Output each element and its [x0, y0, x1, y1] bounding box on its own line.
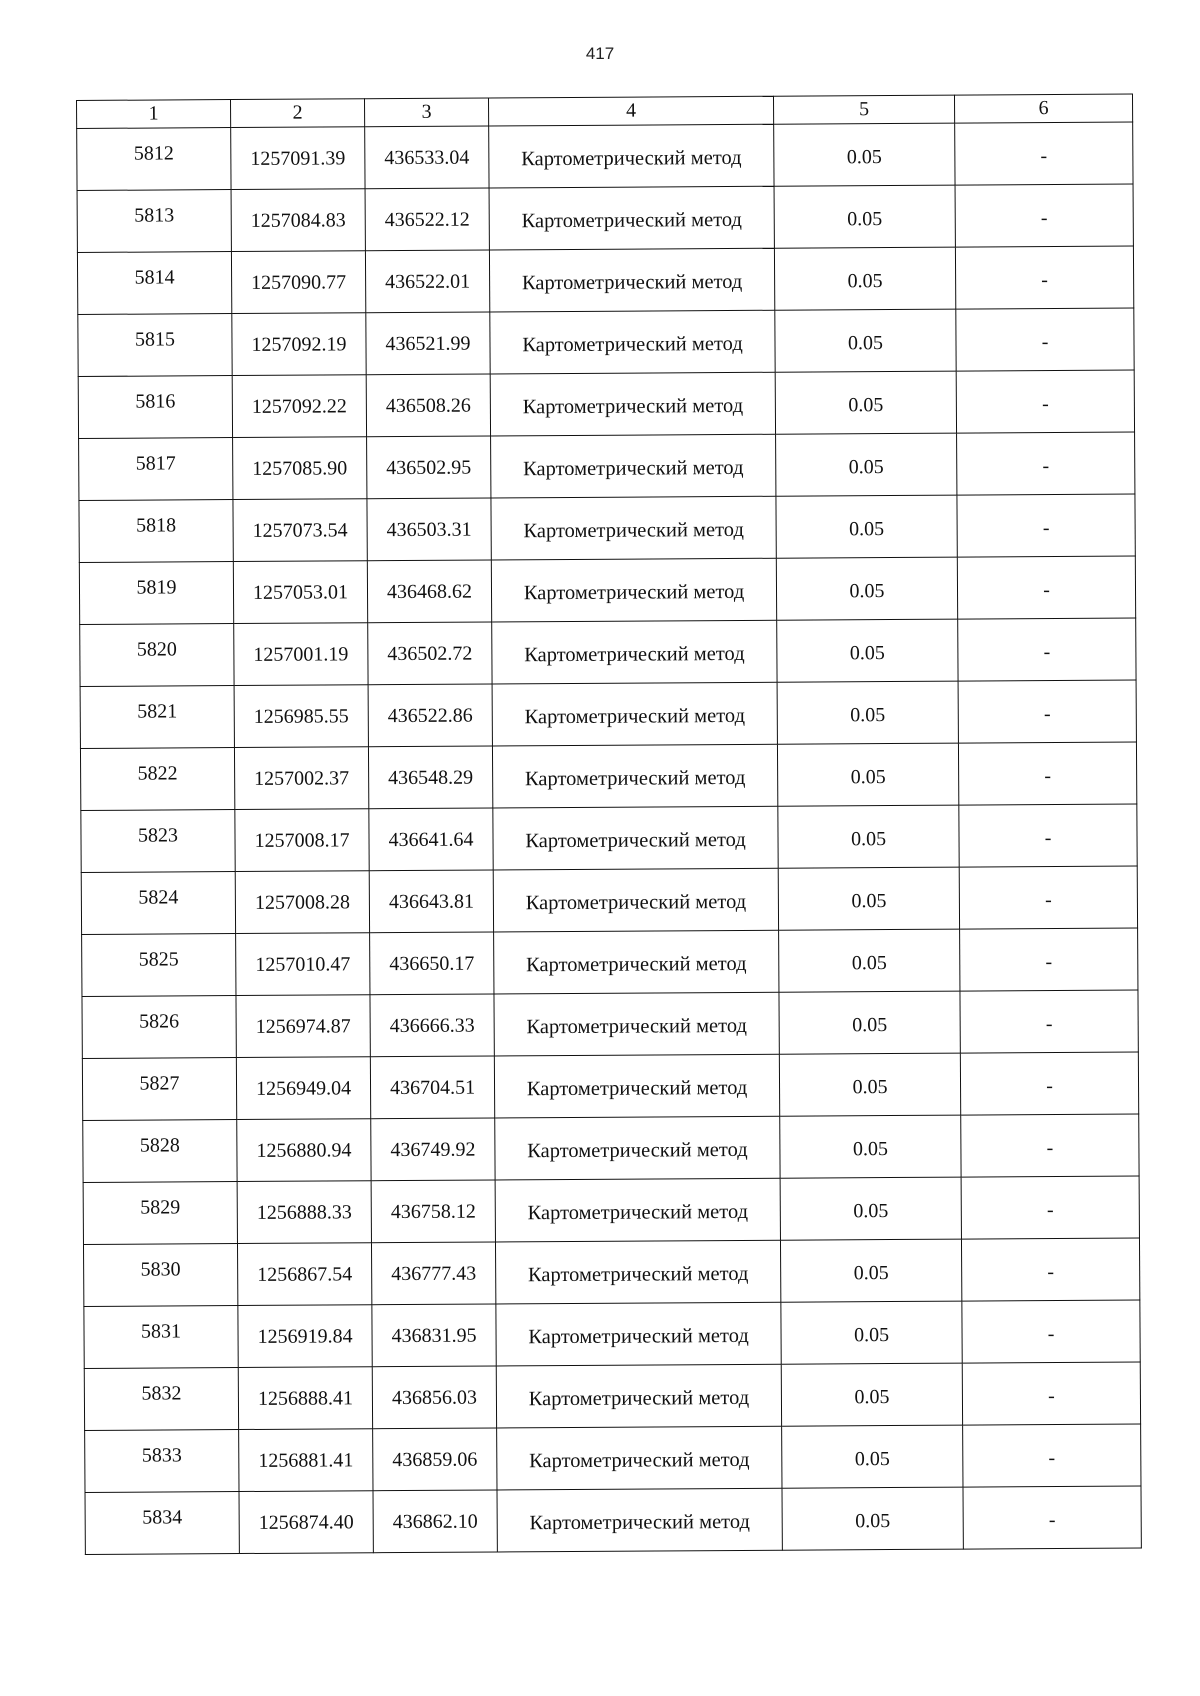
- x-coordinate-cell: 1257008.17: [235, 809, 369, 872]
- accuracy-cell: 0.05: [779, 929, 960, 992]
- method-cell: Картометрический метод: [497, 1426, 782, 1490]
- x-coordinate-cell: 1256888.33: [237, 1181, 371, 1244]
- note-cell: -: [958, 742, 1136, 805]
- y-coordinate-cell: 436749.92: [371, 1118, 495, 1181]
- table-row: [77, 184, 1133, 252]
- accuracy-cell: 0.05: [775, 371, 956, 434]
- note-cell: -: [961, 1114, 1139, 1177]
- method-cell: Картометрический метод: [492, 682, 777, 746]
- accuracy-cell: 0.05: [782, 1487, 963, 1550]
- accuracy-cell: 0.05: [779, 1053, 960, 1116]
- accuracy-cell: 0.05: [774, 185, 955, 248]
- note-cell: -: [962, 1362, 1140, 1425]
- y-coordinate-cell: 436666.33: [370, 994, 494, 1057]
- note-cell: -: [957, 432, 1135, 495]
- y-coordinate-cell: 436856.03: [372, 1366, 496, 1429]
- accuracy-cell: 0.05: [774, 247, 955, 310]
- method-cell: Картометрический метод: [493, 806, 778, 870]
- method-cell: Картометрический метод: [494, 930, 779, 994]
- method-cell: Картометрический метод: [496, 1364, 781, 1428]
- accuracy-cell: 0.05: [782, 1425, 963, 1488]
- point-number-cell: 5829: [83, 1182, 237, 1245]
- table-row: [80, 742, 1136, 810]
- note-cell: -: [961, 1238, 1139, 1301]
- y-coordinate-cell: 436777.43: [371, 1242, 495, 1305]
- point-number-cell: 5823: [81, 810, 235, 873]
- accuracy-cell: 0.05: [776, 433, 957, 496]
- x-coordinate-cell: 1256985.55: [234, 685, 368, 748]
- table-row: [83, 1176, 1139, 1244]
- table-row: [79, 556, 1135, 624]
- x-coordinate-cell: 1257084.83: [231, 189, 365, 252]
- accuracy-cell: 0.05: [775, 309, 956, 372]
- method-cell: Картометрический метод: [490, 372, 775, 436]
- y-coordinate-cell: 436522.01: [365, 250, 489, 313]
- point-number-cell: 5833: [85, 1430, 239, 1493]
- method-cell: Картометрический метод: [492, 744, 777, 808]
- point-number-cell: 5824: [81, 872, 235, 935]
- accuracy-cell: 0.05: [774, 123, 955, 186]
- y-coordinate-cell: 436508.26: [366, 374, 490, 437]
- note-cell: -: [955, 122, 1133, 185]
- y-coordinate-cell: 436548.29: [368, 746, 492, 809]
- point-number-cell: 5818: [79, 500, 233, 563]
- x-coordinate-cell: 1256919.84: [238, 1305, 372, 1368]
- table-row: [82, 1052, 1138, 1120]
- accuracy-cell: 0.05: [776, 495, 957, 558]
- note-cell: -: [960, 928, 1138, 991]
- note-cell: -: [955, 184, 1133, 247]
- y-coordinate-cell: 436502.95: [367, 436, 491, 499]
- y-coordinate-cell: 436859.06: [373, 1428, 497, 1491]
- x-coordinate-cell: 1256867.54: [237, 1243, 371, 1306]
- table-row: [78, 308, 1134, 376]
- y-coordinate-cell: 436758.12: [371, 1180, 495, 1243]
- table-row: [84, 1362, 1140, 1430]
- point-number-cell: 5813: [77, 190, 231, 253]
- table-row: [83, 1238, 1139, 1306]
- y-coordinate-cell: 436862.10: [373, 1490, 497, 1553]
- y-coordinate-cell: 436704.51: [370, 1056, 494, 1119]
- table-row: [83, 1114, 1139, 1182]
- note-cell: -: [959, 804, 1137, 867]
- method-cell: Картометрический метод: [489, 124, 774, 188]
- x-coordinate-cell: 1257091.39: [231, 127, 365, 190]
- header-col-5: 5: [773, 95, 954, 124]
- table-row: [77, 246, 1133, 314]
- y-coordinate-cell: 436468.62: [367, 560, 491, 623]
- accuracy-cell: 0.05: [777, 743, 958, 806]
- method-cell: Картометрический метод: [490, 310, 775, 374]
- table-row: [79, 432, 1135, 500]
- y-coordinate-cell: 436502.72: [368, 622, 492, 685]
- note-cell: -: [957, 556, 1135, 619]
- method-cell: Картометрический метод: [489, 248, 774, 312]
- point-number-cell: 5814: [77, 252, 231, 315]
- x-coordinate-cell: 1256881.41: [239, 1429, 373, 1492]
- method-cell: Картометрический метод: [493, 868, 778, 932]
- point-number-cell: 5812: [77, 128, 231, 191]
- note-cell: -: [959, 866, 1137, 929]
- x-coordinate-cell: 1257008.28: [235, 871, 369, 934]
- note-cell: -: [960, 1052, 1138, 1115]
- header-col-4: 4: [488, 96, 773, 126]
- table-body: [77, 122, 1142, 1554]
- accuracy-cell: 0.05: [777, 619, 958, 682]
- note-cell: -: [960, 990, 1138, 1053]
- point-number-cell: 5831: [84, 1306, 238, 1369]
- header-col-1: 1: [77, 100, 231, 129]
- point-number-cell: 5822: [80, 748, 234, 811]
- x-coordinate-cell: 1256974.87: [236, 995, 370, 1058]
- x-coordinate-cell: 1256880.94: [237, 1119, 371, 1182]
- table-row: [84, 1300, 1140, 1368]
- x-coordinate-cell: 1256874.40: [239, 1491, 373, 1554]
- note-cell: -: [958, 618, 1136, 681]
- point-number-cell: 5820: [80, 624, 234, 687]
- method-cell: Картометрический метод: [492, 620, 777, 684]
- coordinates-table: [76, 94, 1142, 1555]
- table-row: [82, 928, 1138, 996]
- method-cell: Картометрический метод: [497, 1488, 782, 1552]
- point-number-cell: 5832: [84, 1368, 238, 1431]
- x-coordinate-cell: 1257092.22: [232, 375, 366, 438]
- point-number-cell: 5815: [78, 314, 232, 377]
- accuracy-cell: 0.05: [776, 557, 957, 620]
- table-row: [82, 990, 1138, 1058]
- method-cell: Картометрический метод: [495, 1240, 780, 1304]
- y-coordinate-cell: 436643.81: [369, 870, 493, 933]
- table-row: [81, 804, 1137, 872]
- table-row: [85, 1486, 1141, 1554]
- point-number-cell: 5816: [78, 376, 232, 439]
- y-coordinate-cell: 436650.17: [370, 932, 494, 995]
- accuracy-cell: 0.05: [779, 991, 960, 1054]
- x-coordinate-cell: 1256888.41: [238, 1367, 372, 1430]
- x-coordinate-cell: 1257073.54: [233, 499, 367, 562]
- method-cell: Картометрический метод: [491, 434, 776, 498]
- y-coordinate-cell: 436503.31: [367, 498, 491, 561]
- x-coordinate-cell: 1256949.04: [236, 1057, 370, 1120]
- x-coordinate-cell: 1257010.47: [236, 933, 370, 996]
- y-coordinate-cell: 436522.12: [365, 188, 489, 251]
- note-cell: -: [962, 1300, 1140, 1363]
- page-number: 417: [585, 44, 615, 63]
- x-coordinate-cell: 1257092.19: [232, 313, 366, 376]
- note-cell: -: [956, 308, 1134, 371]
- note-cell: -: [963, 1424, 1141, 1487]
- method-cell: Картометрический метод: [495, 1116, 780, 1180]
- note-cell: -: [958, 680, 1136, 743]
- accuracy-cell: 0.05: [780, 1239, 961, 1302]
- accuracy-cell: 0.05: [781, 1363, 962, 1426]
- method-cell: Картометрический метод: [489, 186, 774, 250]
- table-row: [78, 370, 1134, 438]
- x-coordinate-cell: 1257001.19: [234, 623, 368, 686]
- accuracy-cell: 0.05: [777, 681, 958, 744]
- method-cell: Картометрический метод: [491, 558, 776, 622]
- point-number-cell: 5819: [79, 562, 233, 625]
- accuracy-cell: 0.05: [780, 1177, 961, 1240]
- point-number-cell: 5828: [83, 1120, 237, 1183]
- point-number-cell: 5830: [83, 1244, 237, 1307]
- method-cell: Картометрический метод: [494, 1054, 779, 1118]
- y-coordinate-cell: 436533.04: [365, 126, 489, 189]
- point-number-cell: 5825: [82, 934, 236, 997]
- table-row: [85, 1424, 1141, 1492]
- accuracy-cell: 0.05: [778, 867, 959, 930]
- method-cell: Картометрический метод: [494, 992, 779, 1056]
- x-coordinate-cell: 1257090.77: [231, 251, 365, 314]
- point-number-cell: 5826: [82, 996, 236, 1059]
- accuracy-cell: 0.05: [780, 1115, 961, 1178]
- header-col-6: 6: [954, 94, 1132, 123]
- accuracy-cell: 0.05: [781, 1301, 962, 1364]
- note-cell: -: [963, 1486, 1141, 1549]
- header-col-3: 3: [364, 98, 488, 127]
- table-row: [80, 618, 1136, 686]
- note-cell: -: [957, 494, 1135, 557]
- point-number-cell: 5827: [82, 1058, 236, 1121]
- note-cell: -: [956, 370, 1134, 433]
- method-cell: Картометрический метод: [491, 496, 776, 560]
- y-coordinate-cell: 436521.99: [366, 312, 490, 375]
- point-number-cell: 5821: [80, 686, 234, 749]
- table-row: [80, 680, 1136, 748]
- table-row: [77, 122, 1133, 190]
- point-number-cell: 5834: [85, 1492, 239, 1555]
- x-coordinate-cell: 1257002.37: [234, 747, 368, 810]
- note-cell: -: [955, 246, 1133, 309]
- table-row: [81, 866, 1137, 934]
- x-coordinate-cell: 1257085.90: [233, 437, 367, 500]
- header-col-2: 2: [231, 99, 365, 128]
- method-cell: Картометрический метод: [496, 1302, 781, 1366]
- note-cell: -: [961, 1176, 1139, 1239]
- y-coordinate-cell: 436522.86: [368, 684, 492, 747]
- point-number-cell: 5817: [79, 438, 233, 501]
- accuracy-cell: 0.05: [778, 805, 959, 868]
- y-coordinate-cell: 436831.95: [372, 1304, 496, 1367]
- x-coordinate-cell: 1257053.01: [233, 561, 367, 624]
- method-cell: Картометрический метод: [495, 1178, 780, 1242]
- y-coordinate-cell: 436641.64: [369, 808, 493, 871]
- table-row: [79, 494, 1135, 562]
